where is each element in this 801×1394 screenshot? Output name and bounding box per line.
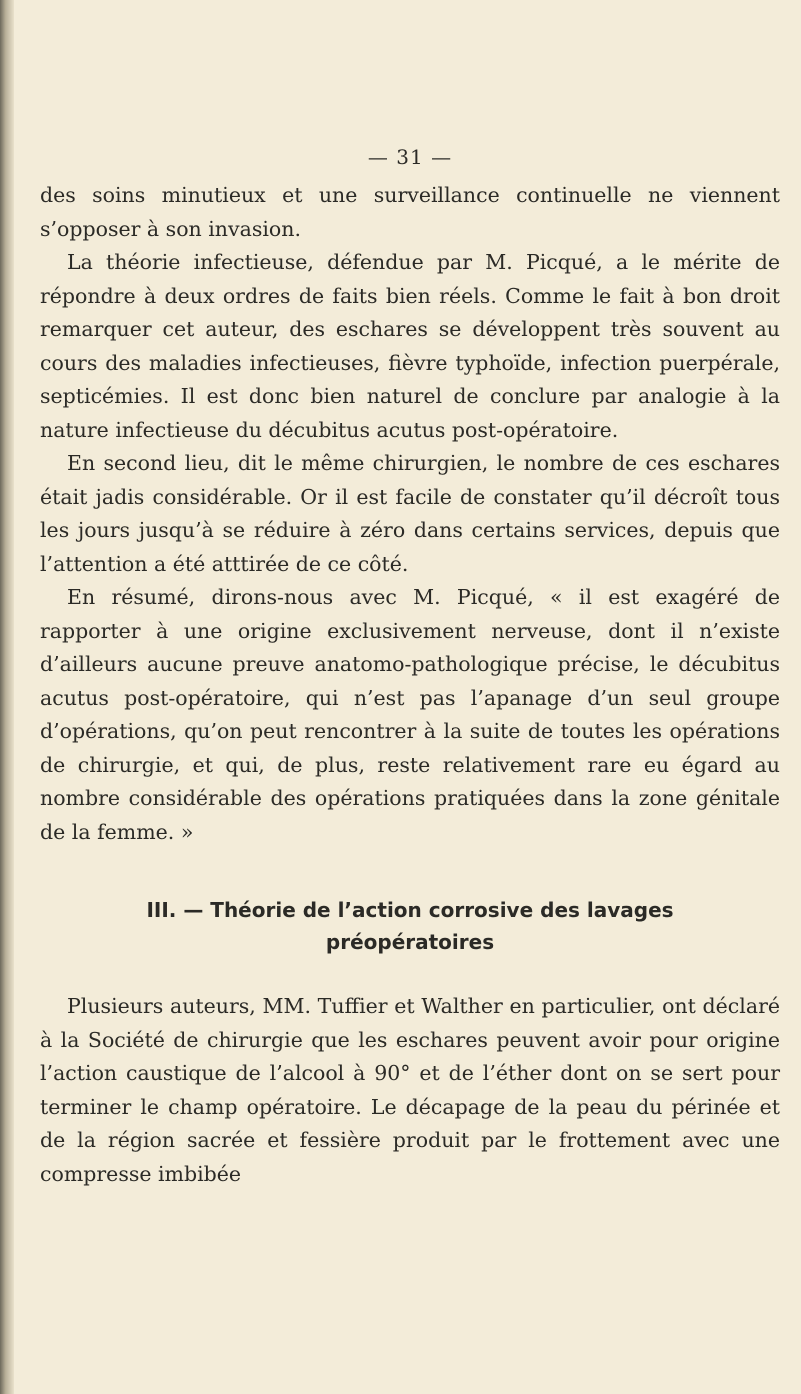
page-number: — 31 — xyxy=(367,145,453,169)
paragraph-continuation: des soins minutieux et une surveillance continuelle ne viennent s’opposer à son invasion. xyxy=(40,183,780,241)
paragraph-second-point: En second lieu, dit le même chirurgien, le nombre de ces eschares était jadis considérable. Or il est facile de constater qu’il décroît tous les jours jusqu’à se réduire à zéro dans certains services, depuis que l’attention a été atttirée de ce côté. xyxy=(40,451,780,576)
paragraph-infectious-theory: La théorie infectieuse, défendue par M. Picqué, a le mérite de répondre à deux ordres de faits bien réels. Comme le fait à bon droit remarquer cet auteur, des eschares se développent très souvent au cours des maladies infectieuses, fièvre typhoïde, infection puerpérale, septicémies. Il est donc bien naturel de conclure par analogie à la nature infectieuse du décubitus acutus post-opératoire. xyxy=(40,250,780,442)
paragraph-summary-quote: En résumé, dirons-nous avec M. Picqué, « il est exagéré de rapporter à une origine exclusivement nerveuse, dont il n’existe d’ailleurs aucune preuve anatomo-pathologique précise, le décubitus acutus post-opératoire, qui n’est pas l’apanage d’un seul groupe d’opérations, qu’on peut rencontrer à la suite de toutes les opérations de chirurgie, et qui, de plus, reste relativement rare eu égard au nombre considérable des opérations pratiquées dans la zone génitale de la femme. » xyxy=(40,585,780,844)
page-binding-edge xyxy=(0,0,14,1394)
section-heading-line-2: préopératoires xyxy=(325,930,495,954)
section-heading-line-1: III. — Théorie de l’action corrosive des lavages xyxy=(146,898,674,922)
section-heading xyxy=(40,894,780,958)
book-page xyxy=(40,145,780,1191)
paragraph-corrosive-action: Plusieurs auteurs, MM. Tuffier et Walther en particulier, ont déclaré à la Société de chirurgie que les eschares peuvent avoir pour origine l’action caustique de l’alcool à 90° et de l’éther dont on se sert pour terminer le champ opératoire. Le décapage de la peau du périnée et de la région sacrée et fessière produit par le frottement avec une compresse imbibée xyxy=(40,994,780,1186)
